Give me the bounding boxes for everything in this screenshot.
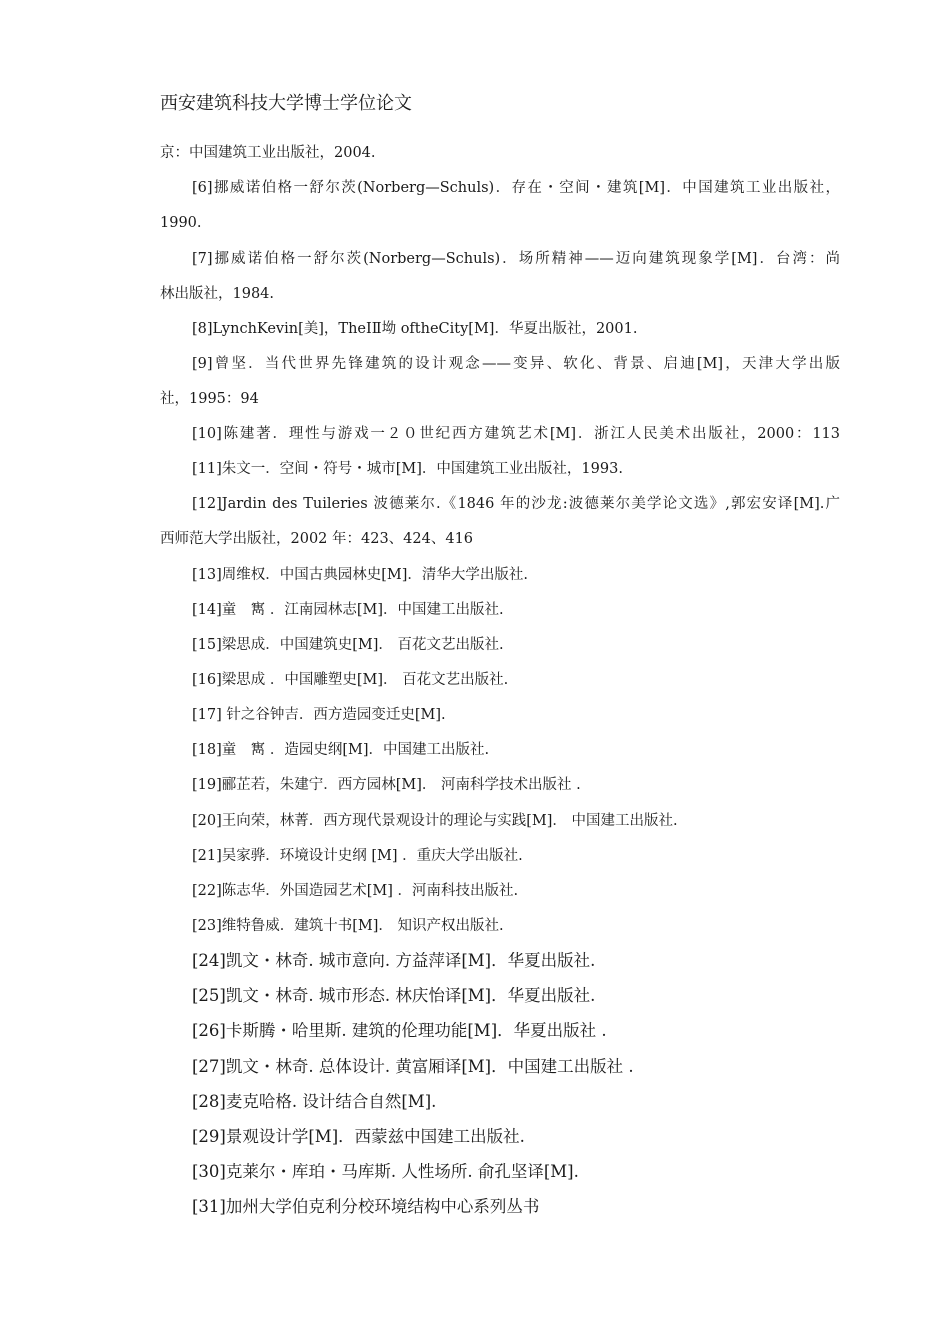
reference-line: [18]童 寯 ．造园史纲[M]．中国建工出版社. — [192, 742, 490, 758]
reference-line: [29]景观设计学[M]．西蒙兹中国建工出版社. — [192, 1127, 525, 1146]
reference-line: [16]梁思成 ．中国雕塑史[M]． 百花文艺出版社. — [192, 672, 509, 688]
reference-line: [6]挪威诺伯格一舒尔茨(Norberg—Schuls)．存在・空间・建筑[M]．中国建筑工业出版社， — [192, 180, 840, 196]
reference-line: [30]克莱尔・库珀・马库斯. 人性场所. 俞孔坚译[M]. — [192, 1162, 579, 1181]
reference-line: [31]加州大学伯克利分校环境结构中心系列丛书 — [192, 1197, 540, 1216]
reference-line: [8]LynchKevin[美]，TheIⅡ坳 oftheCity[M]．华夏出版社，2001. — [192, 321, 638, 337]
reference-line: 京：中国建筑工业出版社，2004. — [160, 145, 376, 161]
reference-line: [17] 针之谷钟吉．西方造园变迁史[M]. — [192, 707, 446, 723]
reference-line: [20]王向荣，林菁．西方现代景观设计的理论与实践[M]． 中国建工出版社. — [192, 813, 678, 829]
reference-line: [25]凯文・林奇. 城市形态. 林庆怡译[M]．华夏出版社. — [192, 986, 596, 1005]
reference-line: [13]周维权．中国古典园林史[M]．清华大学出版社. — [192, 567, 529, 583]
reference-line: [28]麦克哈格. 设计结合自然[M]. — [192, 1092, 437, 1111]
reference-line: [11]朱文一．空间・符号・城市[M]．中国建筑工业出版社，1993. — [192, 461, 623, 477]
reference-line: [26]卡斯腾・哈里斯. 建筑的伦理功能[M]．华夏出版社 . — [192, 1021, 607, 1040]
reference-line: [10]陈建著．理性与游戏一２０世纪西方建筑艺术[M]．浙江人民美术出版社，2000：113 — [192, 426, 840, 442]
reference-line: [15]梁思成．中国建筑史[M]． 百花文艺出版社. — [192, 637, 504, 653]
reference-line: [22]陈志华．外国造园艺术[M] ．河南科技出版社. — [192, 883, 519, 899]
reference-line: [7]挪威诺伯格一舒尔茨(Norberg—Schuls)．场所精神——迈向建筑现象学[M]．台湾：尚 — [192, 251, 840, 267]
reference-line: 社，1995：94 — [160, 391, 259, 407]
reference-line: [9]曾坚．当代世界先锋建筑的设计观念——变异、软化、背景、启迪[M]，天津大学出版 — [192, 356, 840, 372]
reference-line: [23]维特鲁威．建筑十书[M]． 知识产权出版社. — [192, 918, 504, 934]
reference-line: 1990. — [160, 215, 202, 231]
reference-line: [14]童 寯 ．江南园林志[M]．中国建工出版社. — [192, 602, 504, 618]
reference-line: [19]郦芷若，朱建宁．西方园林[M]． 河南科学技术出版社 . — [192, 777, 581, 793]
reference-line: [12]Jardin des Tuileries 波德莱尔.《1846 年的沙龙:波德莱尔美学论文选》,郭宏安译[M].广 — [192, 496, 840, 512]
reference-line: [24]凯文・林奇. 城市意向. 方益萍译[M]．华夏出版社. — [192, 951, 596, 970]
page-header: 西安建筑科技大学博士学位论文 — [160, 93, 412, 114]
reference-line: 林出版社，1984. — [160, 286, 275, 302]
reference-line: [27]凯文・林奇. 总体设计. 黄富厢译[M]．中国建工出版社 . — [192, 1057, 634, 1076]
reference-line: [21]吴家骅．环境设计史纲 [M] ．重庆大学出版社. — [192, 848, 523, 864]
reference-line: 西师范大学出版社，2002 年：423、424、416 — [160, 531, 474, 547]
